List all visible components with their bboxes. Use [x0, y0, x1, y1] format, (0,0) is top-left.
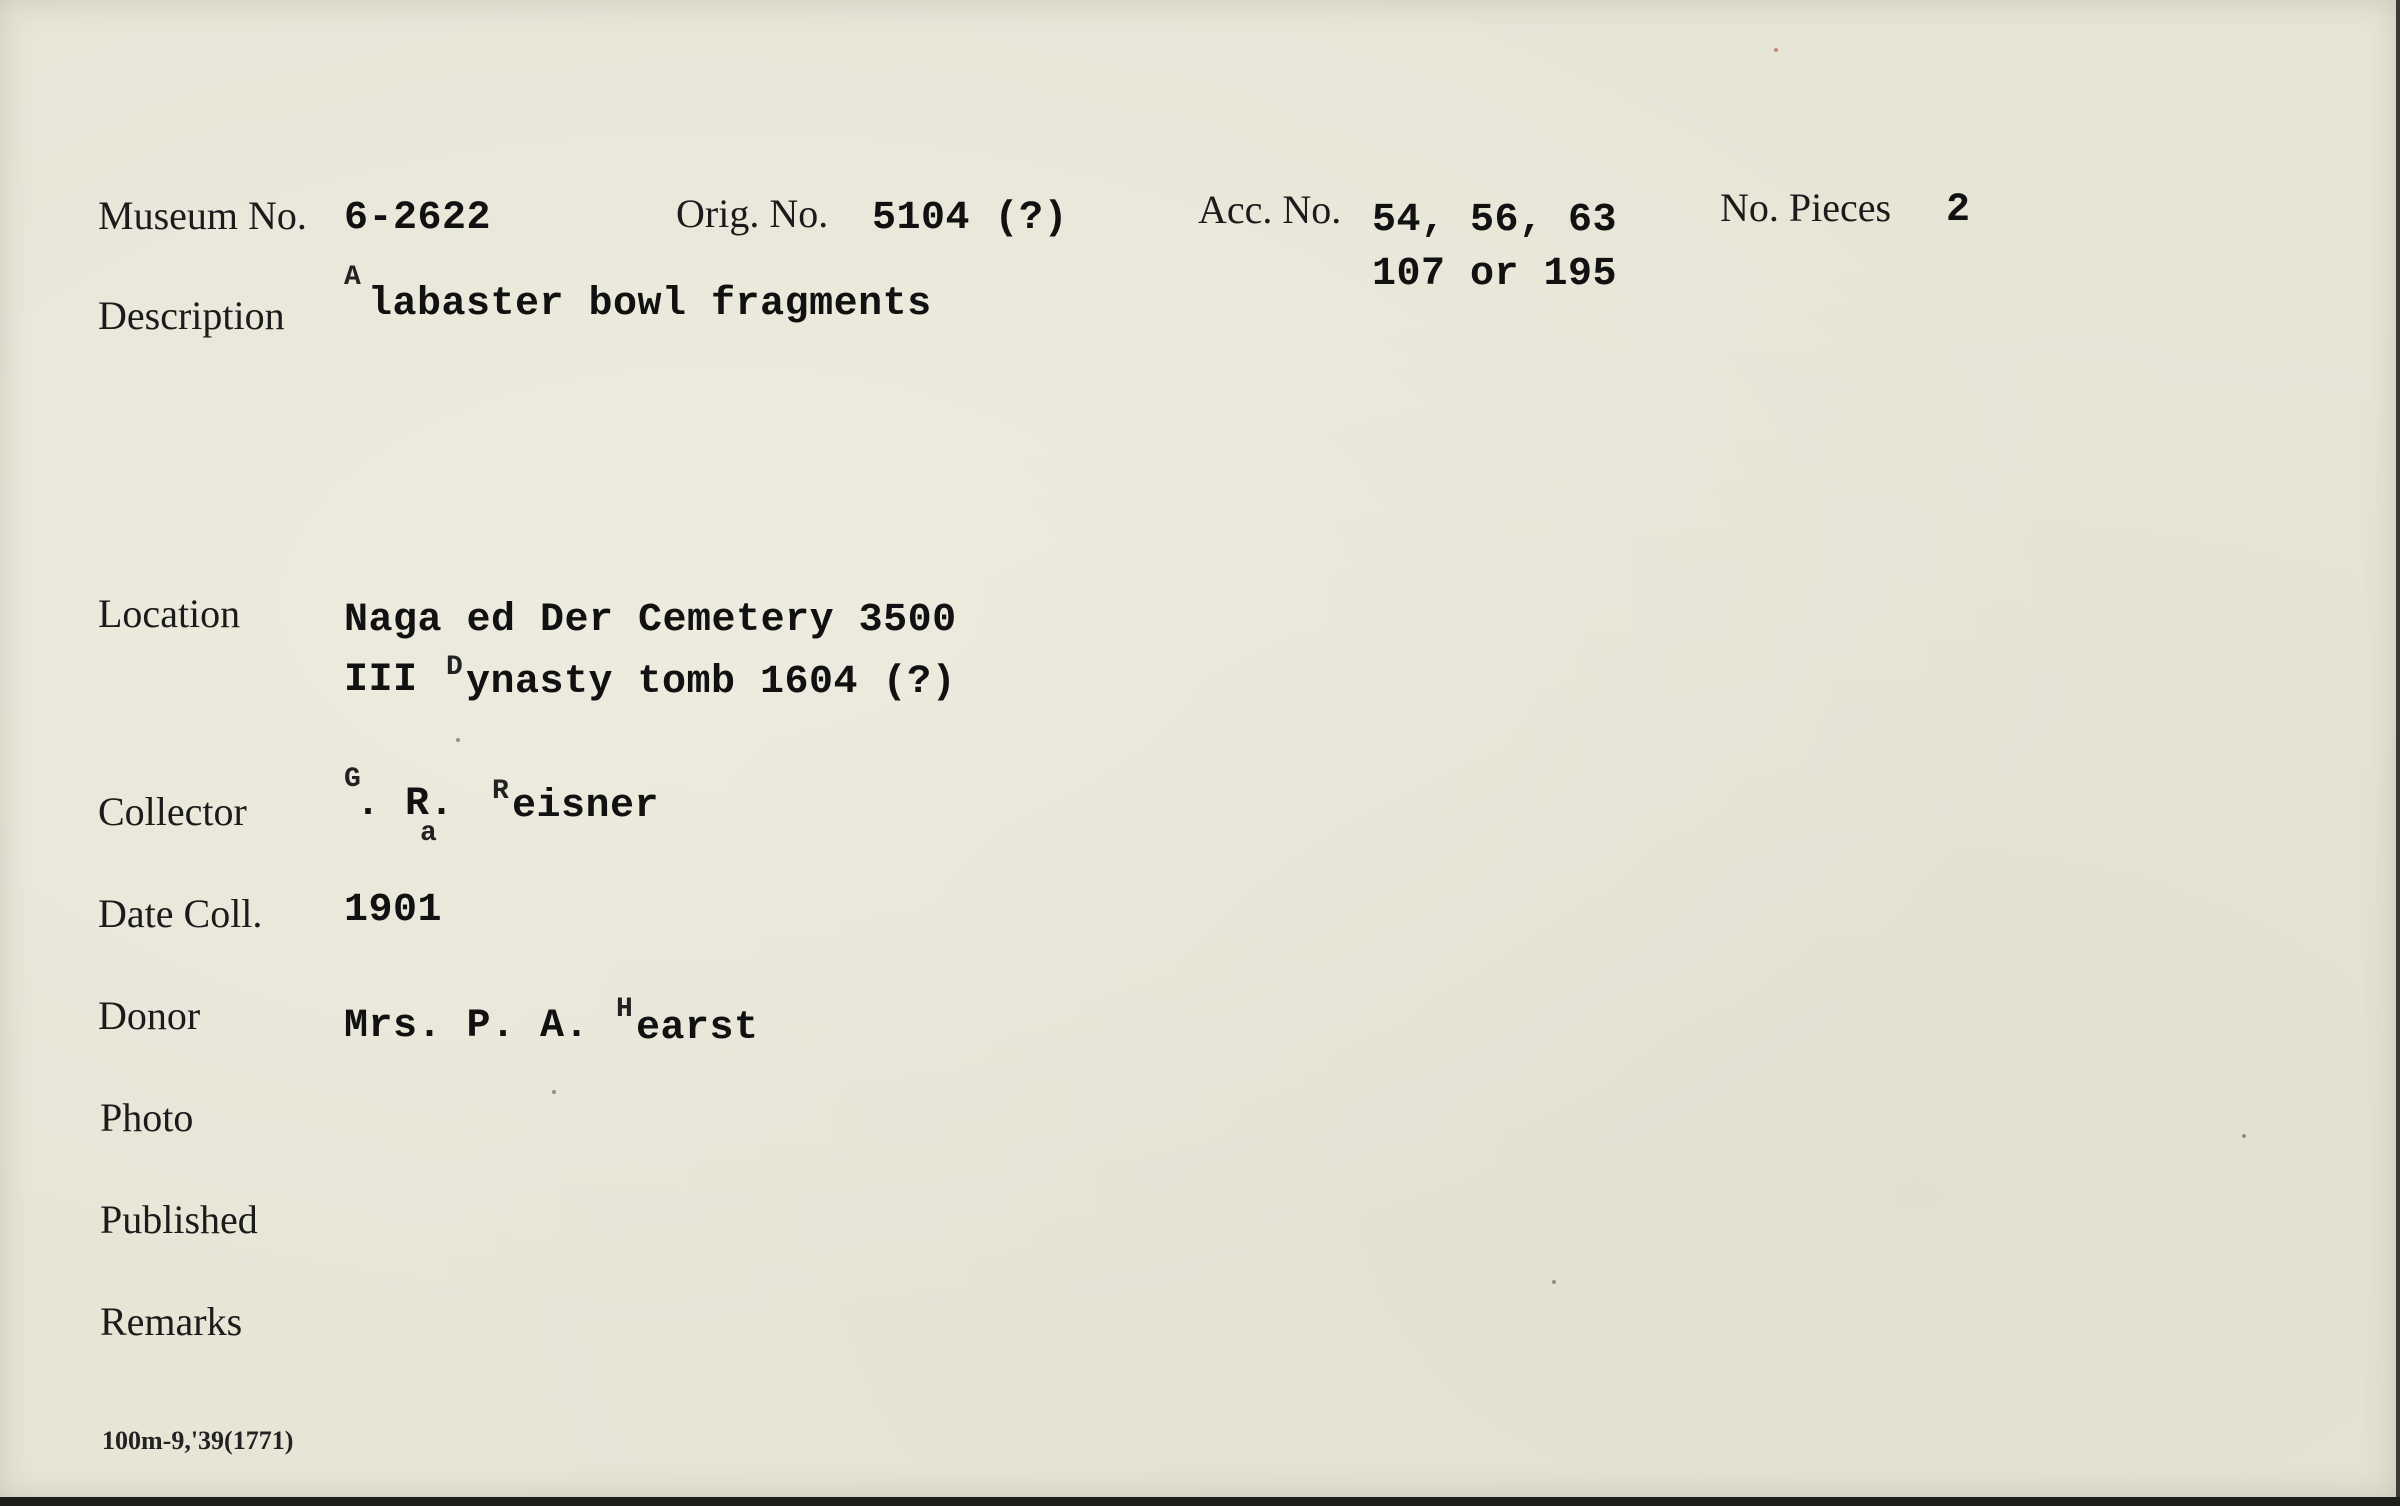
no-pieces-label: No. Pieces [1720, 185, 1892, 230]
acc-no-line2: 107 or 195 [1372, 252, 1618, 297]
location-line2-sup: D [446, 652, 463, 683]
donor-initial-h: H [616, 994, 633, 1025]
collector-surname: eisner [512, 784, 660, 829]
orig-no-label: Orig. No. [676, 191, 829, 236]
paper-speck [456, 738, 460, 742]
no-pieces-value: 2 [1946, 188, 1971, 233]
photo-label: Photo [100, 1095, 194, 1140]
card-right-edge [2396, 0, 2400, 1506]
museum-no-label: Museum No. [98, 193, 307, 238]
collector-initial-r: R [492, 776, 509, 807]
museum-no-value: 6-2622 [344, 196, 492, 241]
description-correction: A [344, 262, 361, 293]
acc-no-label: Acc. No. [1198, 187, 1342, 232]
collector-middle: . R. [356, 782, 455, 827]
collector-initial-g: G [344, 764, 361, 795]
location-line2-prefix: III [344, 658, 418, 703]
description-value: labaster bowl fragments [368, 282, 932, 327]
paper-speck [2242, 1134, 2246, 1138]
paper-speck [552, 1090, 556, 1094]
date-coll-label: Date Coll. [98, 891, 263, 936]
card-bottom-edge [0, 1497, 2400, 1506]
paper-speck [1774, 48, 1778, 52]
remarks-label: Remarks [100, 1299, 243, 1344]
form-code: 100m-9,'39(1771) [102, 1426, 294, 1455]
description-label: Description [98, 293, 285, 338]
location-line2-rest: ynasty tomb 1604 (?) [466, 660, 957, 705]
donor-label: Donor [98, 993, 201, 1038]
donor-surname: earst [636, 1006, 759, 1051]
location-line1: Naga ed Der Cemetery 3500 [344, 598, 957, 643]
location-label: Location [98, 591, 241, 636]
donor-prefix: Mrs. P. A. [344, 1004, 590, 1049]
published-label: Published [100, 1197, 258, 1242]
date-coll-value: 1901 [344, 888, 443, 933]
collector-subscript: a [420, 818, 437, 849]
collector-label: Collector [98, 789, 247, 834]
orig-no-value: 5104 (?) [872, 196, 1069, 241]
acc-no-line1: 54, 56, 63 [1372, 198, 1618, 243]
paper-speck [1552, 1280, 1556, 1284]
